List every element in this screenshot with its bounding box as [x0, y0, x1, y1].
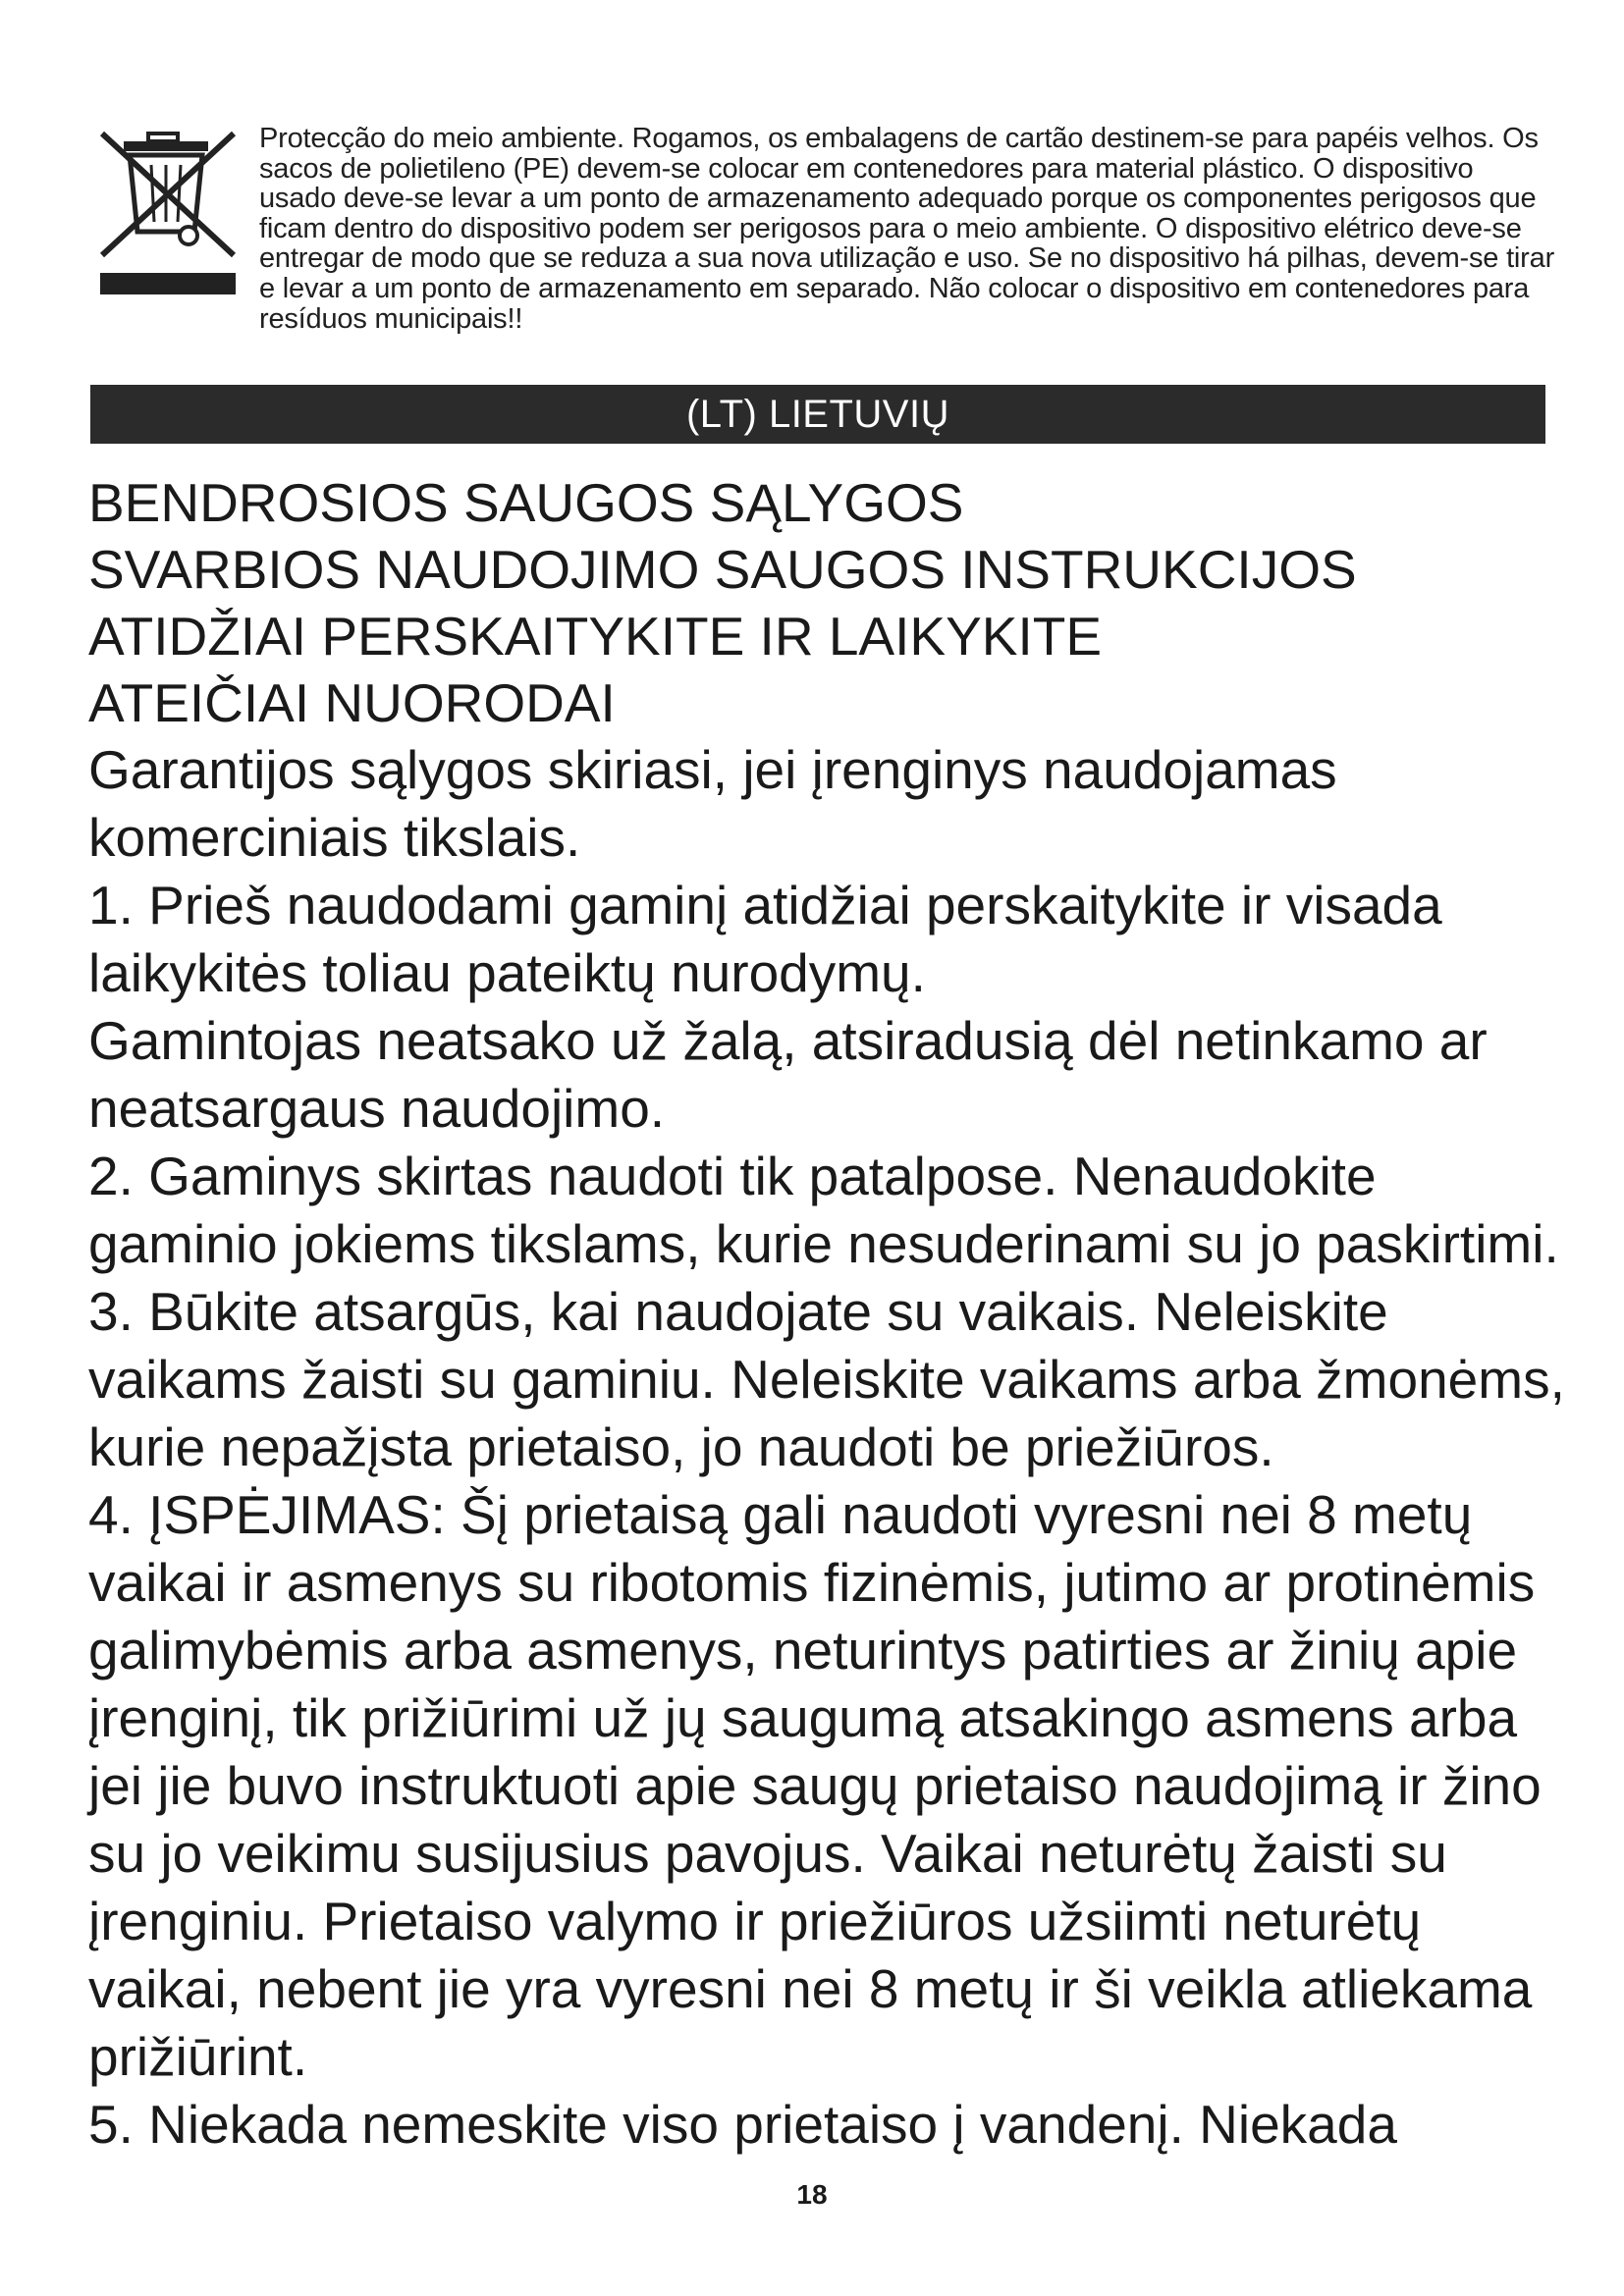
paragraph-liability: Gamintojas neatsako už žalą, atsiradusią dėl netinkamo ar neatsargaus naudojimo.: [88, 1010, 1488, 1139]
paragraph-item-1: 1. Prieš naudodami gaminį atidžiai perskaitykite ir visada laikykitės toliau pateiktų nurodymų.: [88, 875, 1442, 1003]
paragraph-item-2: 2. Gaminys skirtas naudoti tik patalpose. Nenaudokite gaminio jokiems tikslams, kurie nesuderinami su jo paskirtimi.: [88, 1146, 1559, 1274]
heading-future-reference: ATEIČIAI NUORODAI: [88, 672, 616, 733]
language-section-label: (LT) LIETUVIŲ: [685, 392, 949, 436]
paragraph-item-3: 3. Būkite atsargūs, kai naudojate su vaikais. Neleiskite vaikams žaisti su gaminiu. Neleiskite vaikams arba žmonėms, kurie nepažįsta prietaiso, jo naudoti be priežiūros.: [88, 1281, 1565, 1477]
environment-notice: [259, 124, 1555, 334]
paragraph-warranty: Garantijos sąlygos skiriasi, jei įrenginys naudojamas komerciniais tikslais.: [88, 739, 1337, 868]
heading-important-instructions: SVARBIOS NAUDOJIMO SAUGOS INSTRUKCIJOS ATIDŽIAI PERSKAITYKITE IR LAIKYKITE: [88, 539, 1357, 667]
environment-notice-text: Protecção do meio ambiente. Rogamos, os embalagens de cartão destinem-se para papéis velhos. Os sacos de polietileno (PE) devem-se colocar em contenedores para material plástico. O dispositivo usado deve-se levar a um ponto de armazenamento adequado porque os componentes perigosos que ficam dentro do dispositivo podem ser perigosos para o meio ambiente. O dispositivo elétrico deve-se entregar de modo que se reduza a sua nova utilização e uso. Se no dispositivo há pilhas, devem-se tirar e levar a um ponto de armazenamento em separado. Não colocar o dispositivo em contenedores para resíduos municipais!!: [259, 123, 1555, 335]
page-number: 18: [796, 2179, 828, 2210]
safety-content: [88, 469, 1571, 2159]
language-section-bar: [90, 385, 1545, 444]
paragraph-item-5: 5. Niekada nemeskite viso prietaiso į vandenį. Niekada: [88, 2094, 1397, 2155]
crossed-out-wheelie-bin-icon: [94, 126, 242, 304]
paragraph-item-4: 4. ĮSPĖJIMAS: Šį prietaisą gali naudoti vyresni nei 8 metų vaikai ir asmenys su ribotomis fizinėmis, jutimo ar protinėmis galimybėmis arba asmenys, neturintys patirties ar žinių apie įrenginį, tik prižiūrimi už jų saugumą atsakingo asmens arba jei jie buvo instruktuoti apie saugų prietaiso naudojimą ir žino su jo veikimu susijusius pavojus. Vaikai neturėtų žaisti su įrenginiu. Prietaiso valymo ir priežiūros užsiimti neturėtų vaikai, nebent jie yra vyresni nei 8 metų ir ši veikla atliekama prižiūrint.: [88, 1484, 1542, 2087]
heading-general-safety: BENDROSIOS SAUGOS SĄLYGOS: [88, 472, 964, 533]
